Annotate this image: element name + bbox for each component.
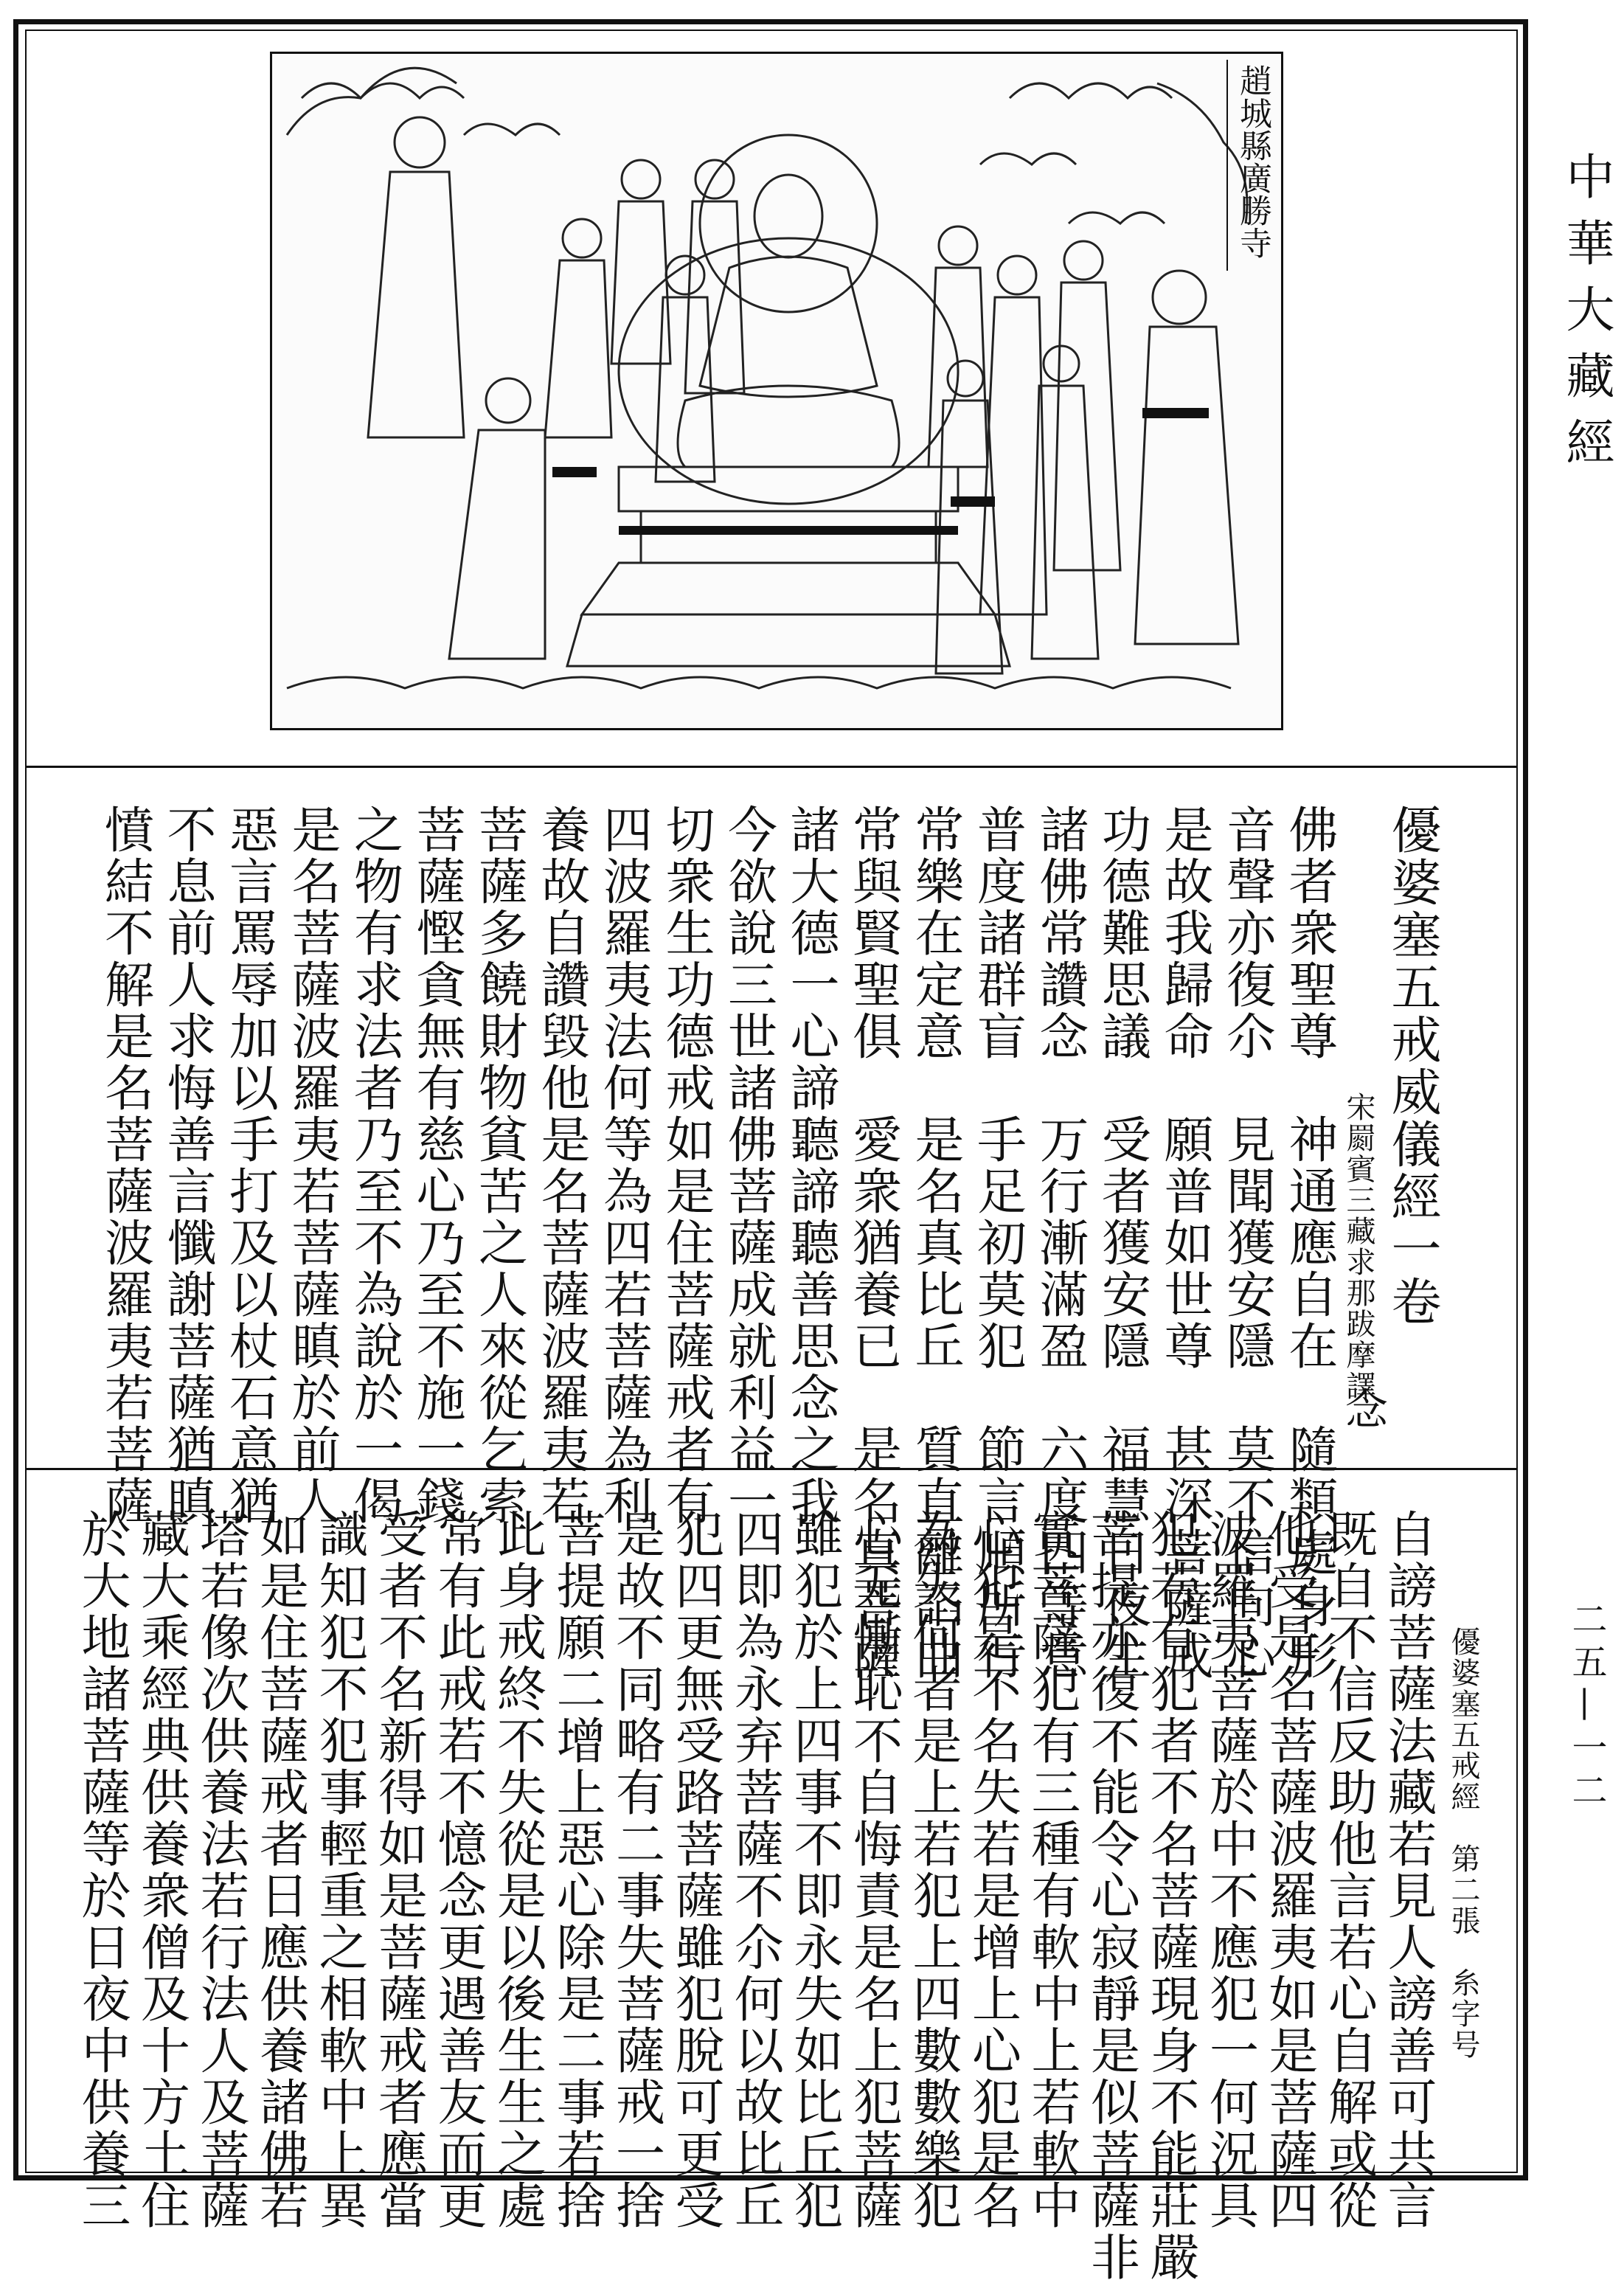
collection-title: 中華大藏經 — [1558, 151, 1614, 483]
upper-text-column-7: 常樂在定意 是名真比丘 質直離諂曲 — [907, 804, 965, 1682]
lower-text-column-8: 心犯是不名失若是增上心犯是名 — [964, 1508, 1022, 2231]
upper-text-column-14: 菩薩多饒財物貧苦之人來從乞索 — [471, 804, 529, 1527]
lower-text-column-21: 塔若像次供養法若行法人及菩薩 — [192, 1508, 250, 2231]
upper-text-column-11: 切衆生功德戒如是住菩薩戒者有 — [658, 804, 715, 1527]
lower-text-column-20: 如是住菩薩戒者日應供養諸佛若 — [251, 1508, 310, 2231]
illustration-drawing — [272, 54, 1283, 730]
lower-text-column-3: 他受是名菩薩波羅夷如是菩薩四 — [1261, 1508, 1319, 2231]
upper-text-column-16: 之物有求法者乃至不為說於一偈 — [346, 804, 404, 1527]
lower-text-column-17: 常有此戒若不憶念更遇善友而更 — [430, 1508, 487, 2231]
upper-text-column-3: 是故我歸命 願普如世尊 甚深菩薩戒 — [1156, 804, 1214, 1682]
lower-text-column-2: 既自不信反助他言若心自解或從 — [1320, 1508, 1378, 2231]
lower-text-column-23: 於大地諸菩薩等於日夜中供養三 — [74, 1508, 131, 2231]
lower-text-column-18: 受者不名新得如是菩薩戒者應當 — [370, 1508, 428, 2231]
lower-text-column-7: 實菩薩犯有三種有軟中上若軟中 — [1024, 1508, 1081, 2231]
lower-text-column-5: 犯若有犯者不名菩薩現身不能莊嚴 — [1142, 1508, 1200, 2283]
lower-text-column-10: 心无慚恥不自悔責是名上犯菩薩 — [845, 1508, 903, 2231]
section-divider-upper — [25, 766, 1518, 768]
page-number: 二五—一二 — [1566, 1601, 1607, 1815]
upper-text-column-15: 菩薩慳貪無有慈心乃至不施一錢 — [409, 804, 466, 1527]
lower-text-column-22: 藏大乘經典供養衆僧及十方土住 — [133, 1508, 191, 2231]
upper-text-column-18: 惡言罵辱加以手打及以杖石意猶 — [221, 804, 280, 1527]
upper-text-column-12: 四波羅夷法何等為四若菩薩為利 — [595, 804, 653, 1527]
translator-line: 宋罽賓三藏求那跋摩譯 — [1342, 1092, 1375, 1402]
upper-text-column-13: 養故自讚毀他是名菩薩波羅夷若 — [533, 804, 591, 1527]
upper-text-column-9: 諸大德一心諦聽諦聽善思念之我 — [782, 804, 840, 1527]
upper-text-column-6: 普度諸群盲 手足初莫犯 節言順所行 — [969, 804, 1027, 1682]
lower-text-column-14: 是故不同略有二事失菩薩戒一捨 — [608, 1508, 666, 2231]
lower-text-column-15: 菩提願二增上惡心除是二事若捨 — [549, 1508, 606, 2231]
upper-text-column-8: 常與賢聖俱 愛衆猶養已 是名真菩薩 — [844, 804, 903, 1682]
buddha-assembly-illustration — [270, 52, 1283, 730]
upper-text-column-19: 不息前人求悔善言懺謝菩薩猶瞋 — [159, 804, 217, 1527]
upper-text-column-1: 佛者衆聖尊 神通應自在 隨類處身形 — [1281, 804, 1339, 1682]
lower-text-column-12: 四即為永弃菩薩不尒何以故比丘 — [726, 1508, 785, 2231]
lower-text-column-16: 此身戒終不失從是以後生生之處 — [489, 1508, 547, 2231]
margin-note: 念 — [1338, 1387, 1388, 1431]
upper-text-column-4: 功德難思議 受者獲安隱 福慧日夜生 — [1094, 804, 1152, 1682]
upper-text-column-10: 今欲說三世諸佛菩薩成就利益一 — [720, 804, 778, 1527]
lower-text-column-6: 菩提亦復不能令心寂靜是似菩薩非 — [1083, 1508, 1141, 2283]
sutra-title: 優婆塞五戒威儀經一卷 — [1383, 804, 1441, 1328]
lower-text-column-1: 自謗菩薩法藏若見人謗善可共言 — [1380, 1508, 1437, 2231]
lower-text-column-19: 識知犯不犯事輕重之相軟中上異 — [311, 1508, 369, 2231]
lower-text-column-11: 雖犯於上四事不即永失如比丘犯 — [786, 1508, 844, 2231]
upper-text-column-5: 諸佛常讚念 万行漸滿盈 六度四等意 — [1032, 804, 1089, 1682]
illustration-caption: 趙城縣廣勝寺 — [1226, 60, 1275, 271]
upper-text-column-17: 是名菩薩波羅夷若菩薩瞋於前人 — [284, 804, 341, 1527]
lower-header-note: 優婆塞五戒經 第二張 糸字号 — [1446, 1626, 1480, 2060]
lower-text-column-13: 犯四更無受路菩薩雖犯脫可更受 — [667, 1508, 725, 2231]
lower-text-column-4: 波羅夷菩薩於中不應犯一何況具 — [1201, 1508, 1260, 2231]
upper-text-column-2: 音聲亦復尒 見聞獲安隱 莫不信向心 — [1218, 804, 1277, 1682]
upper-text-column-20: 憤結不解是名菩薩波羅夷若菩薩 — [97, 804, 155, 1527]
lower-text-column-9: 為失何者是上若犯上四數數樂犯 — [905, 1508, 962, 2231]
